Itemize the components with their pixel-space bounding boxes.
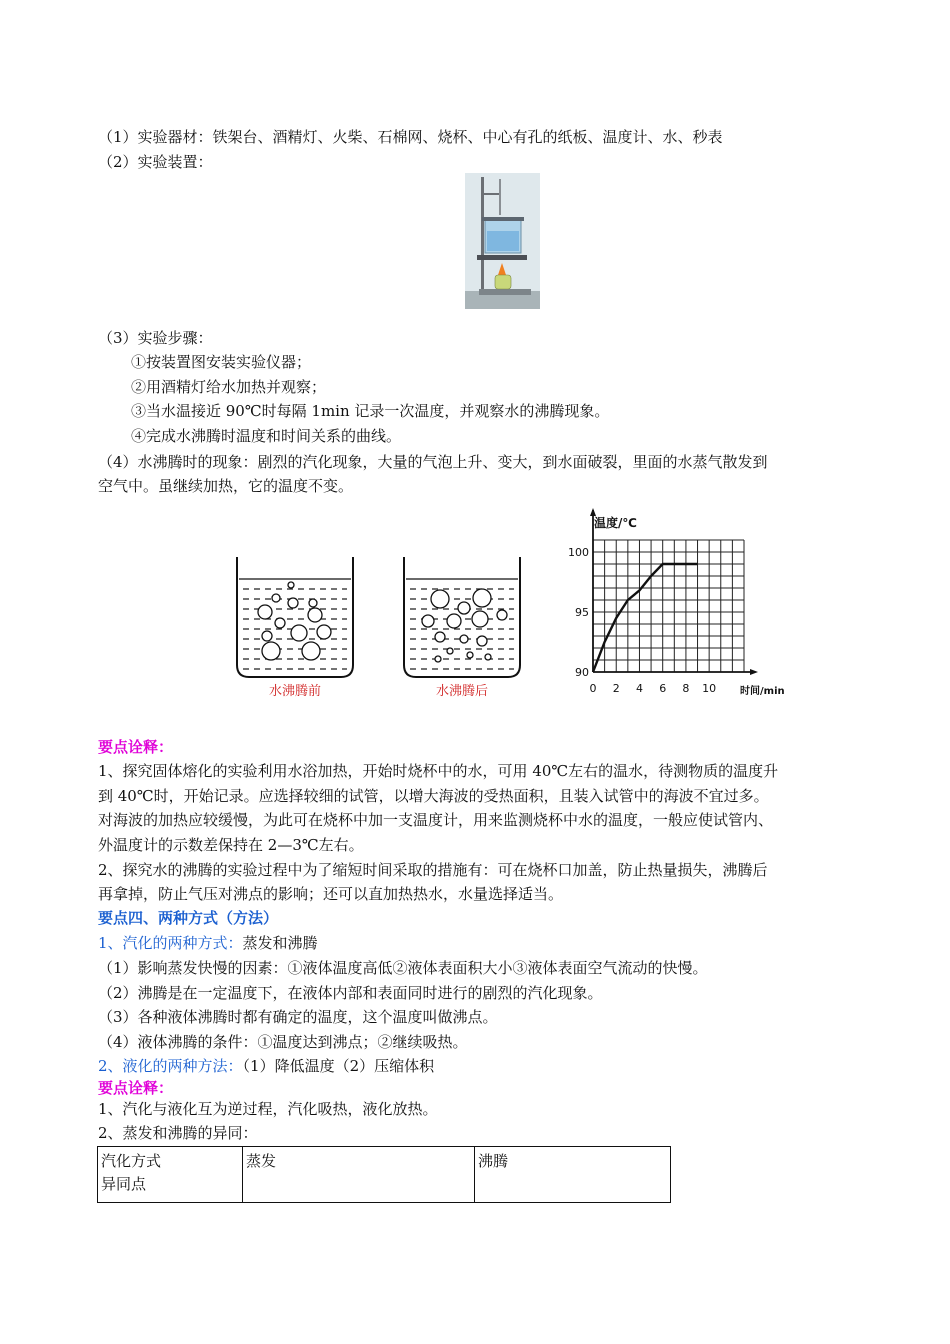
text-evaporation-factors: （1）影响蒸发快慢的因素：①液体温度高低②液体表面积大小③液体表面空气流动的快慢。 (98, 959, 708, 977)
text-comparison-heading: 2、蒸发和沸腾的异同： (98, 1124, 258, 1142)
text-note-1d: 外温度计的示数差保持在 2—3℃左右。 (98, 836, 364, 854)
heading-two-methods: 要点四、两种方式（方法） (98, 909, 279, 927)
x-tick-label: 4 (635, 682, 643, 695)
text-step-3: ③当水温接近 90℃时每隔 1min 记录一次温度，并观察水的沸腾现象。 (131, 402, 610, 420)
table-header-corner (98, 1147, 243, 1203)
text-liquefaction-methods (98, 1054, 434, 1078)
comparison-table (97, 1146, 671, 1203)
y-axis-arrow (590, 508, 596, 516)
text-vaporization-ways (98, 931, 318, 955)
text-steps-heading: （3）实验步骤： (98, 329, 213, 347)
x-tick-label: 0 (589, 682, 597, 695)
text-boiling-point: （3）各种液体沸腾时都有确定的温度，这个温度叫做沸点。 (98, 1008, 498, 1026)
y-tick-label: 95 (575, 606, 589, 619)
chart-grid (593, 540, 744, 672)
text-step-4: ④完成水沸腾时温度和时间关系的曲线。 (131, 427, 402, 445)
table-header-boiling: 沸腾 (475, 1147, 671, 1203)
text-note-1a: 1、探究固体熔化的实验利用水浴加热，开始时烧杯中的水，可用 40℃左右的温水，待测物质的温度升 (98, 762, 779, 780)
text-note-1c: 对海波的加热应较缓慢，为此可在烧杯中加一支温度计，用来监测烧杯中水的温度，一般应使试管内、 (98, 811, 774, 829)
text-note-2a: 2、探究水的沸腾的实验过程中为了缩短时间采取的措施有：可在烧杯口加盖，防止热量损失，沸腾后 (98, 861, 768, 879)
beaker-before-boiling (235, 553, 355, 703)
temperature-time-chart (560, 500, 790, 705)
header-vaporization-method: 汽化方式 (101, 1152, 162, 1170)
text-apparatus-heading: （2）实验装置： (98, 153, 213, 171)
x-tick-label: 2 (612, 682, 620, 695)
label-before-boiling: 水沸腾前 (268, 684, 322, 699)
x-axis-arrow (750, 669, 758, 675)
text-step-1: ①按装置图安装实验仪器； (131, 353, 312, 371)
heading-key-notes-1: 要点诠释： (98, 738, 174, 756)
chart-series-line (593, 564, 698, 672)
table-row (98, 1147, 671, 1203)
text-note-1b: 到 40℃时，开始记录。应选择较细的试管，以增大海波的受热面积，且装入试管中的海波不宜过多。 (98, 787, 769, 805)
liquefaction-methods-value: （1）降低温度（2）压缩体积 (242, 1057, 435, 1075)
text-step-2: ②用酒精灯给水加热并观察； (131, 378, 327, 396)
apparatus-illustration (465, 173, 540, 309)
y-tick-label: 90 (575, 666, 589, 679)
x-tick-label: 6 (659, 682, 667, 695)
y-tick-label: 100 (568, 546, 589, 559)
vaporization-ways-value: 蒸发和沸腾 (242, 934, 318, 952)
text-inverse-process: 1、汽化与液化互为逆过程，汽化吸热，液化放热。 (98, 1100, 438, 1118)
text-equipment: （1）实验器材：铁架台、酒精灯、火柴、石棉网、烧杯、中心有孔的纸板、温度计、水、秒表 (98, 128, 723, 146)
beaker-after-boiling (402, 553, 522, 703)
chart-y-axis-label: 温度/℃ (594, 516, 637, 530)
series-line (593, 564, 698, 672)
x-tick-label: 8 (682, 682, 690, 695)
text-boiling-phenomenon-2: 空气中。虽继续加热，它的温度不变。 (98, 477, 354, 495)
text-note-2b: 再拿掉，防止气压对沸点的影响；还可以直加热热水，水量选择适当。 (98, 885, 564, 903)
table-header-evaporation: 蒸发 (243, 1147, 475, 1203)
label-after-boiling: 水沸腾后 (435, 684, 489, 699)
liquefaction-methods-label: 2、液化的两种方法： (98, 1057, 243, 1075)
chart-x-axis-label: 时间/min (740, 686, 785, 697)
heading-key-notes-2: 要点诠释： (98, 1079, 174, 1097)
text-boiling-phenomenon-1: （4）水沸腾时的现象：剧烈的汽化现象，大量的气泡上升、变大，到水面破裂，里面的水蒸气散发到 (98, 453, 768, 471)
header-similarities-differences: 异同点 (101, 1175, 147, 1193)
x-tick-label: 10 (702, 682, 717, 695)
vaporization-ways-label: 1、汽化的两种方式： (98, 934, 243, 952)
text-boiling-definition: （2）沸腾是在一定温度下，在液体内部和表面同时进行的剧烈的汽化现象。 (98, 984, 603, 1002)
text-boiling-conditions: （4）液体沸腾的条件：①温度达到沸点；②继续吸热。 (98, 1033, 468, 1051)
